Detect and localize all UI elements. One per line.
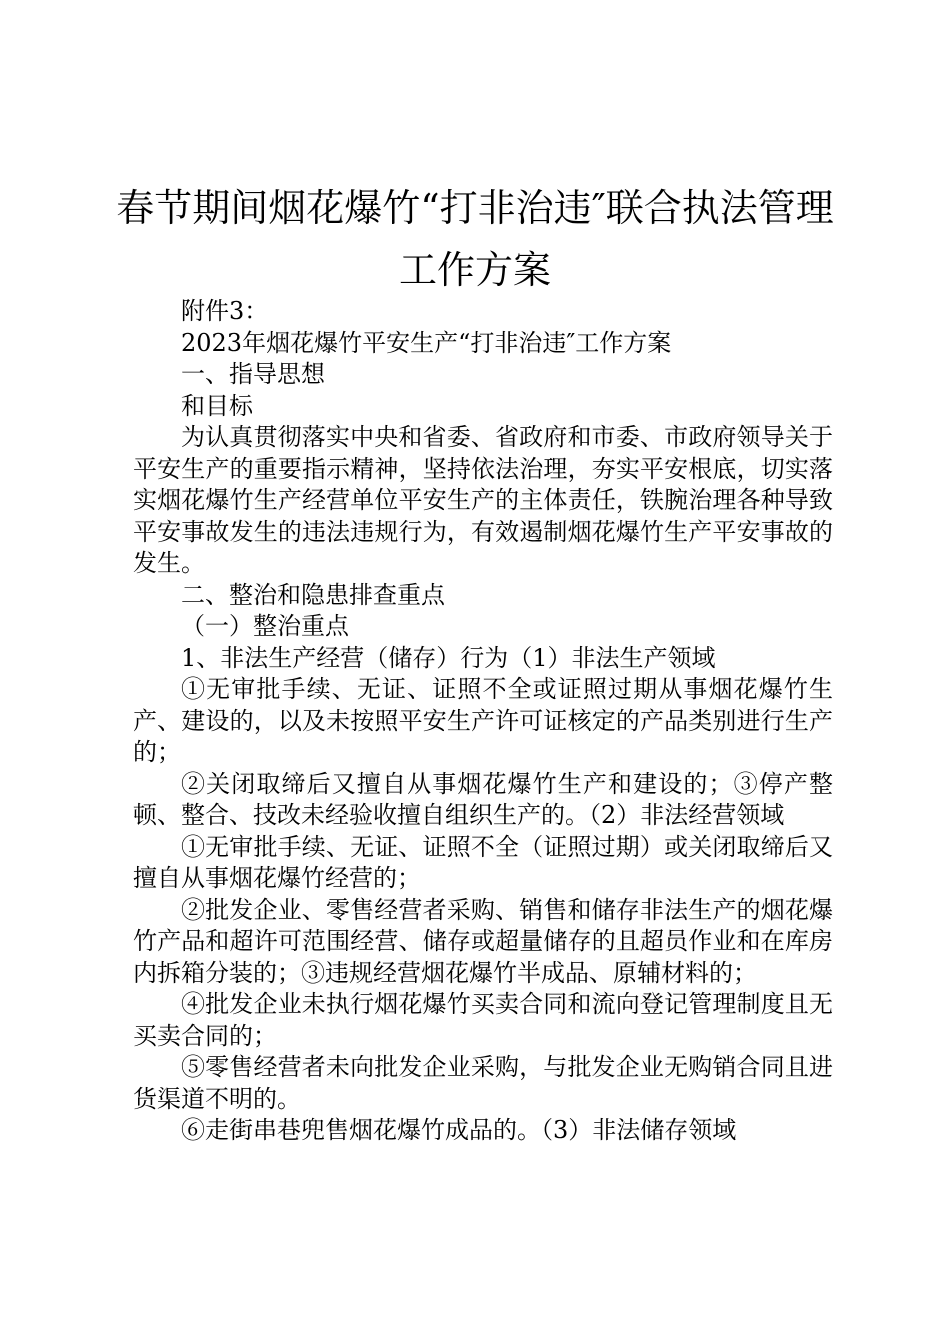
document-title-line-2: 工作方案 — [398, 248, 551, 292]
list-item: ①无审批手续、无证、证照不全（证照过期）或关闭取缔后又擅自从事烟花爆竹经营的； — [133, 832, 833, 892]
document-title-line-1: 春节期间烟花爆竹“打非治违″联合执法管理 — [116, 186, 834, 230]
section-heading-continued: 和目标 — [181, 391, 253, 420]
document-body — [133, 296, 833, 1147]
list-item: ②批发企业、零售经营者采购、销售和储存非法生产的烟花爆竹产品和超许可范围经营、储存或超量储存的且超员作业和在库房内拆箱分装的；③违规经营烟花爆竹半成品、原辅材料的； — [133, 895, 833, 987]
list-item: ②关闭取缔后又擅自从事烟花爆竹生产和建设的；③停产整顿、整合、技改未经验收擅自组织生产的。（2）非法经营领域 — [133, 769, 833, 829]
section-heading: 二、整治和隐患排查重点 — [181, 580, 445, 609]
body-paragraph: 为认真贯彻落实中央和省委、省政府和市委、市政府领导关于平安生产的重要指示精神，坚持依法治理，夯实平安根底，切实落实烟花爆竹生产经营单位平安生产的主体责任，铁腕治理各种导致平安事故发生的违法违规行为，有效遏制烟花爆竹生产平安事故的发生。 — [133, 423, 833, 577]
plan-subtitle: 2023年烟花爆竹平安生产“打非治违″工作方案 — [181, 328, 672, 357]
list-item: 1、非法生产经营（储存）行为（1）非法生产领域 — [181, 643, 716, 672]
list-item: ⑥走街串巷兜售烟花爆竹成品的。（3）非法储存领域 — [181, 1116, 737, 1144]
subsection-heading: （一）整治重点 — [181, 612, 349, 640]
list-item: ④批发企业未执行烟花爆竹买卖合同和流向登记管理制度且无买卖合同的； — [133, 990, 833, 1050]
list-item: ⑤零售经营者未向批发企业采购，与批发企业无购销合同且进货渠道不明的。 — [133, 1053, 833, 1113]
attachment-label: 附件3： — [181, 297, 269, 325]
section-heading: 一、指导思想 — [181, 360, 325, 388]
list-item: ①无审批手续、无证、证照不全或证照过期从事烟花爆竹生产、建设的，以及未按照平安生产许可证核定的产品类别进行生产的； — [133, 675, 833, 766]
